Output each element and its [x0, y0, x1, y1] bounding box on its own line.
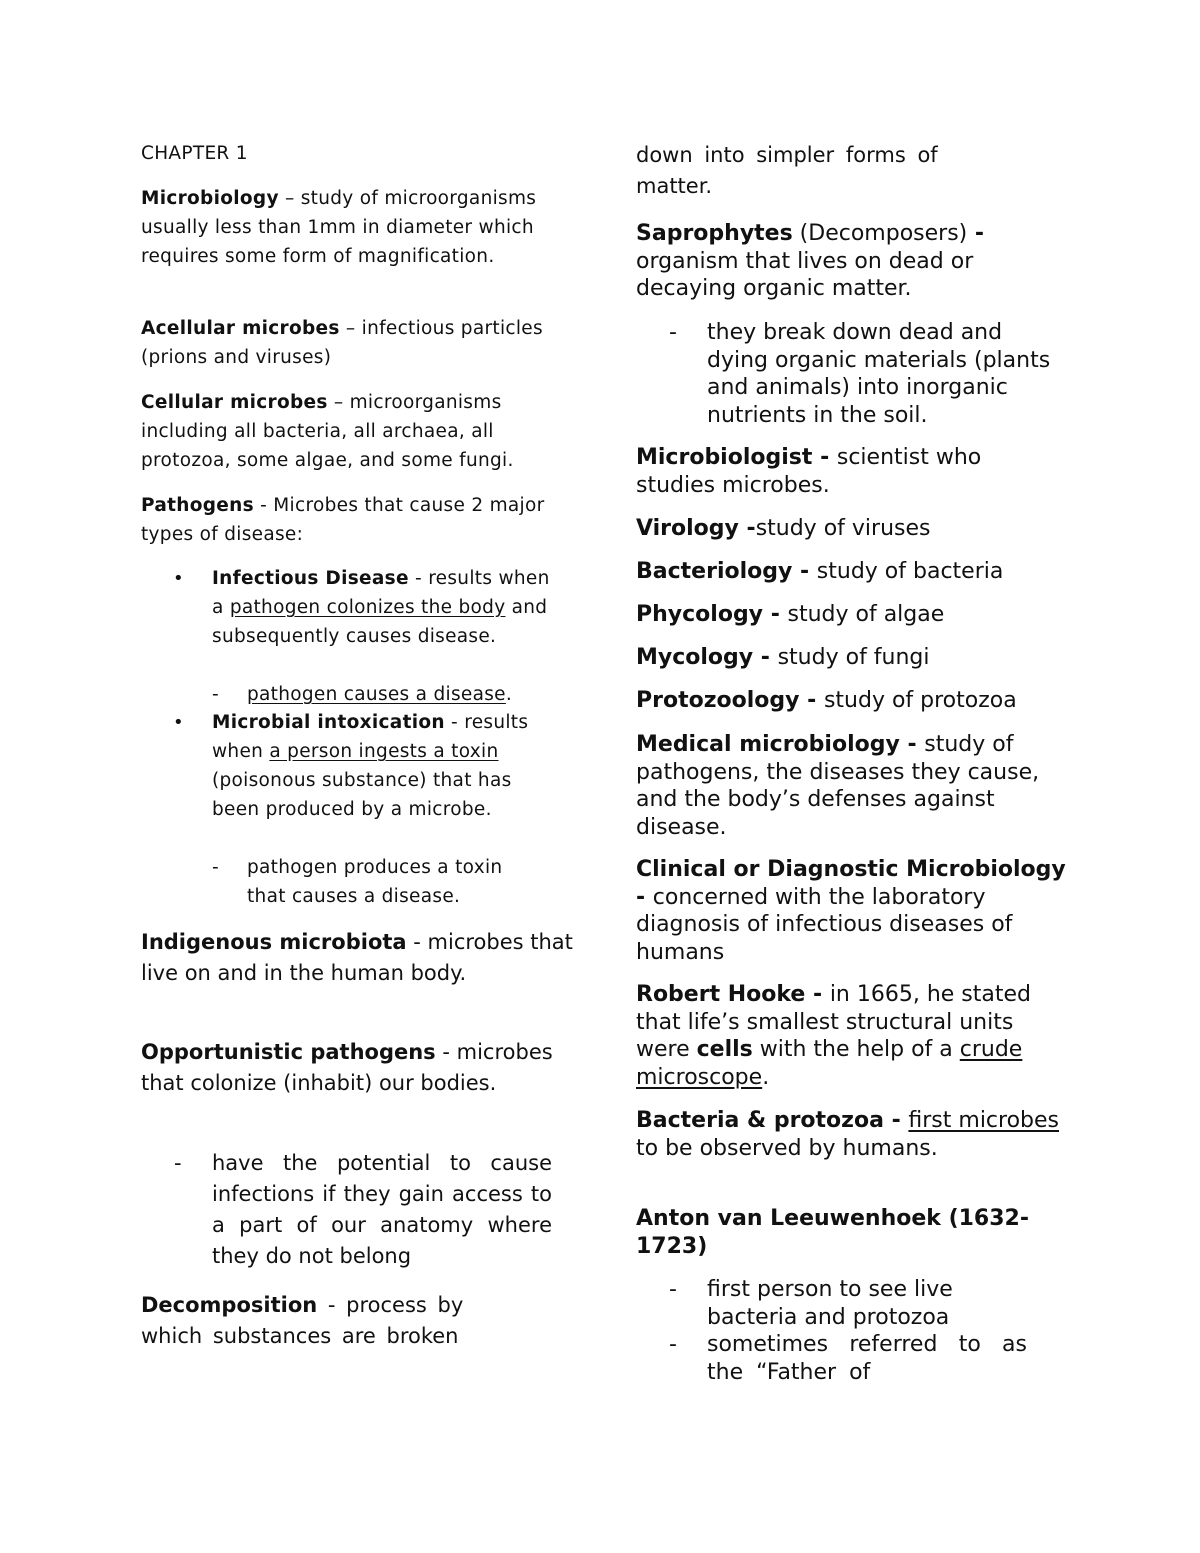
term: Decomposition: [141, 1293, 318, 1317]
sub-item-infectious: pathogen causes a disease.: [247, 684, 513, 705]
term: Infectious Disease: [212, 568, 409, 589]
underlined-phrase: crude microscope: [636, 1037, 1023, 1090]
dash: -: [174, 1151, 182, 1175]
term: Bacteria & protozoa: [636, 1108, 884, 1133]
definition-clinical-microbiology: Clinical or Diagnostic Microbiology - concerned with the laboratory diagnosis of infectious diseases of humans: [636, 857, 1066, 965]
bullet-infectious-disease: Infectious Disease - results when a pathogen colonizes the body and subsequently causes disease.: [212, 568, 550, 647]
definition-phycology: Phycology - study of algae: [636, 602, 945, 627]
term: Saprophytes: [636, 221, 793, 246]
definition-acellular: Acellular microbes – infectious particles (prions and viruses): [141, 318, 543, 368]
definition-bacteriology: Bacteriology - study of bacteria: [636, 559, 1004, 584]
definition-cellular: Cellular microbes – microorganisms including all bacteria, all archaea, all protozoa, some algae, and some fungi.: [141, 392, 514, 471]
term: Acellular microbes: [141, 318, 340, 339]
definition-pathogens: Pathogens - Microbes that cause 2 major types of disease:: [141, 495, 545, 545]
definition-protozoology: Protozoology - study of protozoa: [636, 688, 1017, 713]
bold-word: cells: [696, 1037, 753, 1062]
dash: -: [669, 320, 677, 345]
term: Pathogens: [141, 495, 254, 516]
term: Phycology: [636, 602, 764, 627]
definition-indigenous-microbiota: Indigenous microbiota - microbes that live on and in the human body.: [141, 930, 573, 985]
term: Robert Hooke: [636, 982, 806, 1007]
term: Microbial intoxication: [212, 712, 445, 733]
term: Anton van Leeuwenhoek (1632-1723): [636, 1206, 1029, 1259]
definition-decomposition: Decomposition - process by which substances are broken: [141, 1293, 464, 1348]
sub-item-leeuwenhoek-2: sometimes referred to as the “Father of: [707, 1332, 1027, 1385]
term: Microbiologist: [636, 445, 813, 470]
definition-medical-microbiology: Medical microbiology - study of pathogens, the diseases they cause, and the body’s defenses against disease.: [636, 732, 1040, 840]
underlined-phrase: pathogen causes a disease: [247, 684, 506, 705]
term: Protozoology: [636, 688, 800, 713]
term: Opportunistic pathogens: [141, 1040, 436, 1064]
term: Virology: [636, 516, 739, 541]
dash: -: [669, 1332, 677, 1357]
bullet: •: [173, 712, 184, 733]
chapter-heading: CHAPTER 1: [141, 143, 248, 164]
sub-item-leeuwenhoek-1: first person to see live bacteria and protozoa: [707, 1277, 953, 1330]
dash: -: [212, 684, 219, 705]
term: Bacteriology: [636, 559, 793, 584]
term: Clinical or Diagnostic Microbiology: [636, 857, 1066, 882]
sub-item-intoxication: pathogen produces a toxin that causes a disease.: [247, 857, 503, 907]
bullet: •: [173, 568, 184, 589]
dash: -: [669, 1277, 677, 1302]
definition-opportunistic-pathogens: Opportunistic pathogens - microbes that colonize (inhabit) our bodies.: [141, 1040, 553, 1095]
definition-mycology: Mycology - study of fungi: [636, 645, 930, 670]
sub-item-opportunistic: have the potential to cause infections if they gain access to a part of our anatomy where they do not belong: [212, 1151, 552, 1268]
definition-microbiology: Microbiology – study of microorganisms usually less than 1mm in diameter which requires some form of magnification.: [141, 188, 537, 267]
underlined-phrase: pathogen colonizes the body: [229, 597, 506, 618]
term: Mycology: [636, 645, 754, 670]
continued-text: down into simpler forms of matter.: [636, 143, 938, 198]
dash: -: [212, 857, 219, 878]
definition-microbiologist: Microbiologist - scientist who studies microbes.: [636, 445, 982, 498]
underlined-phrase: a person ingests a toxin: [269, 741, 499, 762]
underlined-phrase: first microbes: [908, 1108, 1060, 1133]
term: Microbiology: [141, 188, 279, 209]
sub-item-saprophytes: they break down dead and dying organic materials (plants and animals) into inorganic nutrients in the soil.: [707, 320, 1051, 428]
term: Medical microbiology: [636, 732, 900, 757]
definition-bacteria-protozoa: Bacteria & protozoa - first microbes to be observed by humans.: [636, 1108, 1060, 1161]
heading-leeuwenhoek: [636, 1205, 1066, 1260]
definition-robert-hooke: Robert Hooke - in 1665, he stated that life’s smallest structural units were cells with the help of a crude microscope.: [636, 982, 1032, 1090]
bullet-microbial-intoxication: Microbial intoxication - results when a person ingests a toxin (poisonous substance) that has been produced by a microbe.: [212, 712, 529, 820]
definition-virology: Virology -study of viruses: [636, 516, 931, 541]
term: Cellular microbes: [141, 392, 328, 413]
definition-saprophytes: Saprophytes (Decomposers) - organism that lives on dead or decaying organic matter.: [636, 221, 985, 301]
term: Indigenous microbiota: [141, 930, 407, 954]
